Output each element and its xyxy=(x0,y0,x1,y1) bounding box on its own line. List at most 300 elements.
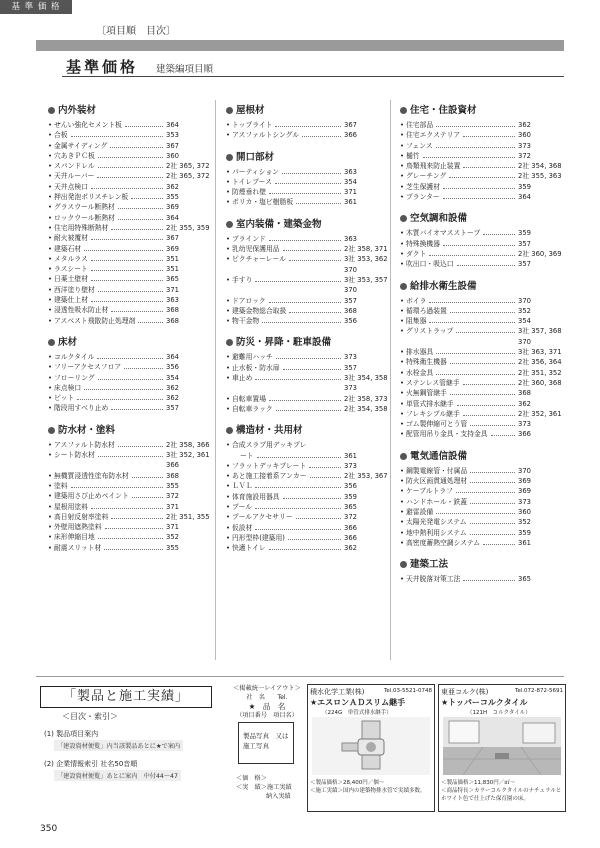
entry-name: 天井脱落対策工法 xyxy=(406,575,461,584)
entry-bullet-icon: • xyxy=(226,492,231,501)
dot-leader xyxy=(443,198,515,199)
entry-page: 364 xyxy=(166,121,179,129)
entry-page: 355 xyxy=(166,193,179,202)
entry-name: 鋼製電線管・付属品 xyxy=(406,466,468,475)
dot-leader xyxy=(91,280,163,281)
entry-name: 西洋塗り壁材 xyxy=(54,285,95,294)
footer-line-2-note: 「建設資材便覧」あとに案内 中付44～47 xyxy=(54,770,181,781)
entry-page: 367 xyxy=(166,234,179,243)
entry-bullet-icon: • xyxy=(400,131,405,140)
entry-bullet-icon: • xyxy=(400,317,405,326)
dot-leader xyxy=(132,477,163,478)
layout-legend xyxy=(228,684,306,720)
entry-bullet-icon: • xyxy=(226,296,231,305)
dot-leader xyxy=(463,580,515,581)
dot-leader xyxy=(91,188,163,189)
dot-leader xyxy=(283,498,341,499)
entry-name: ドアロック xyxy=(232,296,266,305)
entry-name: せんい強化セメント板 xyxy=(54,121,122,129)
entry-page: 2社 355, 359 xyxy=(166,223,210,232)
entry-name: 乳幼児保護用品 xyxy=(232,245,280,254)
index-entry xyxy=(226,502,386,512)
entry-name: コルクタイル xyxy=(54,352,95,361)
dot-leader xyxy=(288,539,341,540)
dot-leader xyxy=(463,136,515,137)
index-entry xyxy=(226,461,386,471)
entry-bullet-icon: • xyxy=(48,533,53,542)
index-entry xyxy=(400,388,560,398)
entry-page: 2社 365, 372 xyxy=(166,162,210,171)
dot-leader xyxy=(470,425,515,426)
index-entry xyxy=(400,368,560,378)
entry-name: 合板 xyxy=(54,131,68,140)
entry-name: プール xyxy=(232,503,253,512)
entry-page: 363 xyxy=(344,234,357,243)
entry-page: 369 xyxy=(166,244,179,253)
entry-name: ブラインド xyxy=(232,234,266,243)
entry-name: ハンドホール・鉄蓋 xyxy=(406,497,468,506)
dot-leader xyxy=(104,549,163,550)
index-entry xyxy=(48,244,208,254)
entry-bullet-icon: • xyxy=(226,363,231,372)
dot-leader xyxy=(450,312,515,313)
entry-bullet-icon: • xyxy=(48,481,53,490)
index-entry xyxy=(48,213,208,223)
index-entry xyxy=(48,254,208,264)
entry-name: 高日射反射率塗料 xyxy=(54,512,109,521)
dot-leader xyxy=(470,482,515,483)
entry-name: 階段用すべり止め xyxy=(54,404,109,413)
entry-page: 354 xyxy=(166,373,179,382)
layout-legend-sub: （項目番号 項目名） xyxy=(236,712,298,719)
dot-leader xyxy=(429,322,515,323)
entry-name: 単管式排水継手 xyxy=(406,399,454,408)
bullet-icon xyxy=(400,283,407,290)
entry-page: 2社 352, 361 xyxy=(518,409,562,418)
section-heading-text: 構造材・共用材 xyxy=(236,425,303,437)
entry-name: 配管用吊り金具・支持金具 xyxy=(406,430,488,439)
entry-bullet-icon: • xyxy=(48,471,53,480)
entry-name: ダクト xyxy=(406,249,427,258)
entry-page: 371 xyxy=(166,502,179,511)
entry-name: 手すり xyxy=(232,275,253,284)
entry-page: 369 xyxy=(166,203,179,212)
dot-leader xyxy=(91,270,163,271)
entry-page: 3社 353, 362 xyxy=(344,255,388,264)
entry-page: 367 xyxy=(166,141,179,150)
index-entry xyxy=(226,543,386,553)
entry-bullet-icon: • xyxy=(400,466,405,475)
dot-leader xyxy=(436,126,515,127)
entry-bullet-icon: • xyxy=(400,497,405,506)
entry-bullet-icon: • xyxy=(48,492,53,501)
index-entry xyxy=(226,373,386,383)
entry-bullet-icon: • xyxy=(48,440,53,449)
entry-page: 356 xyxy=(166,363,179,372)
entry-bullet-icon: • xyxy=(400,327,405,336)
index-entry xyxy=(48,352,208,362)
dot-leader xyxy=(436,147,515,148)
layout-legend-company: 社 名 Tel. xyxy=(246,694,288,701)
dot-leader xyxy=(269,240,341,241)
ad1-record: ＜施工実績＞国内の建築物排水管で実績多数。 xyxy=(310,788,426,794)
index-entry xyxy=(226,523,386,533)
entry-page-continued: 370 xyxy=(344,265,357,274)
dot-leader xyxy=(98,157,163,158)
ad1-text xyxy=(310,779,432,795)
dot-leader xyxy=(289,312,341,313)
index-entry xyxy=(400,409,560,419)
dot-leader xyxy=(423,157,515,158)
dot-leader xyxy=(457,405,515,406)
index-entry xyxy=(226,187,386,197)
entry-bullet-icon: • xyxy=(400,121,405,129)
entry-page: 3社 357, 368 xyxy=(518,327,562,336)
entry-bullet-icon: • xyxy=(48,193,53,202)
index-entry xyxy=(48,403,208,413)
entry-name: 円形型枠(建築用) xyxy=(232,533,285,542)
index-entry xyxy=(48,373,208,383)
dot-leader xyxy=(255,487,341,488)
entry-name: 塗料 xyxy=(54,481,68,490)
entry-bullet-icon: • xyxy=(48,234,53,243)
entry-name: 循環ろ過装置 xyxy=(406,306,447,315)
index-section xyxy=(226,218,386,327)
entry-bullet-icon: • xyxy=(400,348,405,357)
entry-page: 351 xyxy=(166,265,179,274)
entry-name: 吹出口・吸込口 xyxy=(406,260,454,269)
index-entry xyxy=(226,177,386,187)
index-entry xyxy=(48,182,208,192)
entry-name: 鳥類飛来防止装置 xyxy=(406,162,461,171)
index-entry xyxy=(48,440,208,450)
section-heading-text: 開口部材 xyxy=(236,151,275,163)
index-entry xyxy=(226,440,386,450)
index-entry xyxy=(226,306,386,316)
index-entry xyxy=(226,130,386,140)
entry-page: 356 xyxy=(344,317,357,326)
section-heading xyxy=(226,336,386,350)
section-heading-text: 屋根材 xyxy=(236,105,265,116)
entry-name: 屋根用塗料 xyxy=(54,502,88,511)
entry-page: 357 xyxy=(518,260,531,269)
index-entry xyxy=(400,399,560,409)
entry-page: 352 xyxy=(518,306,531,315)
entry-bullet-icon: • xyxy=(48,451,53,460)
entry-bullet-icon: • xyxy=(226,275,231,284)
entry-name: ゴム製伸縮可とう管 xyxy=(406,420,468,429)
entry-bullet-icon: • xyxy=(48,543,53,552)
dot-leader xyxy=(105,528,163,529)
dot-leader xyxy=(91,239,163,240)
page-title: 基準価格 xyxy=(66,58,139,76)
entry-name: 仮設材 xyxy=(232,523,253,532)
entry-name: ケーブルトラフ xyxy=(406,487,453,496)
entry-name: 車止め xyxy=(232,374,253,383)
index-entry xyxy=(400,228,560,238)
entry-page: 371 xyxy=(166,523,179,532)
index-entry xyxy=(400,296,560,306)
entry-bullet-icon: • xyxy=(48,162,53,171)
dot-leader xyxy=(436,513,515,514)
index-section xyxy=(400,280,560,440)
dot-leader xyxy=(255,281,341,282)
dot-leader xyxy=(491,435,515,436)
entry-page: 362 xyxy=(518,121,531,129)
section-heading-text: 空気調和設備 xyxy=(410,213,468,225)
entry-bullet-icon: • xyxy=(226,461,231,470)
entry-name: 天井点検口 xyxy=(54,182,88,191)
entry-name: 止水板・防水扉 xyxy=(232,363,280,372)
dot-leader xyxy=(255,379,341,380)
dot-leader xyxy=(269,549,341,550)
entry-page: 2社 355, 363 xyxy=(518,172,562,181)
dot-leader xyxy=(111,229,163,230)
entry-bullet-icon: • xyxy=(226,121,231,129)
ad1-product: ★エスロンＡＤスリム継手 xyxy=(310,698,406,707)
entry-page: 368 xyxy=(166,306,179,315)
dot-leader xyxy=(275,183,341,184)
entry-name: トイレブース xyxy=(232,177,272,186)
dot-leader xyxy=(276,410,341,411)
entry-name: 太陽光発電システム xyxy=(406,518,467,527)
section-heading-text: 給排水衛生設備 xyxy=(410,280,477,292)
entry-name: 火無鋼管継手 xyxy=(406,389,447,398)
entry-bullet-icon: • xyxy=(48,383,53,392)
entry-bullet-icon: • xyxy=(48,352,53,361)
section-heading xyxy=(226,104,386,118)
entry-name: シート防水材 xyxy=(54,451,95,460)
entry-page: 362 xyxy=(344,544,357,553)
index-entry xyxy=(400,182,560,192)
entry-page: 357 xyxy=(344,363,357,372)
entry-bullet-icon: • xyxy=(48,172,53,181)
entry-page: 360 xyxy=(518,507,531,516)
index-entry xyxy=(48,532,208,542)
entry-name: 特殊衛生機器 xyxy=(406,358,447,367)
entry-name: フレキシブル継手 xyxy=(406,409,460,418)
dot-leader xyxy=(111,518,163,519)
entry-page: 2社 358, 371 xyxy=(344,245,388,254)
index-entry xyxy=(226,167,386,177)
entry-bullet-icon: • xyxy=(400,378,405,387)
index-entry xyxy=(226,533,386,543)
entry-name: 芝生保護材 xyxy=(406,182,440,191)
entry-name: 木質バイオマスストーブ xyxy=(406,229,481,238)
index-entry xyxy=(400,517,560,527)
index-entry xyxy=(400,486,560,496)
entry-bullet-icon: • xyxy=(400,162,405,171)
dot-leader xyxy=(97,358,163,359)
entry-page: 363 xyxy=(344,167,357,176)
entry-name: 住宅用特殊断熱材 xyxy=(54,223,109,232)
bullet-icon xyxy=(226,154,233,161)
entry-bullet-icon: • xyxy=(226,167,231,176)
entry-page: 368 xyxy=(166,316,179,325)
entry-bullet-icon: • xyxy=(226,306,231,315)
entry-bullet-icon: • xyxy=(226,234,231,243)
entry-page: 3社 354, 358 xyxy=(344,374,388,383)
toc-subtitle: 〔項目順 目次〕 xyxy=(96,26,176,37)
section-heading xyxy=(400,104,560,118)
ad2-tel: Tel.072-872-5691 xyxy=(514,688,563,694)
dot-leader xyxy=(456,332,515,333)
entry-page: 360 xyxy=(518,131,531,140)
entry-bullet-icon: • xyxy=(400,389,405,398)
index-entry xyxy=(48,285,208,295)
entry-page: 2社 353, 367 xyxy=(344,472,388,481)
index-entry xyxy=(226,244,386,254)
entry-page: 355 xyxy=(166,481,179,490)
ad1-company: 積水化学工業(株) xyxy=(310,688,365,696)
index-entry xyxy=(400,497,560,507)
entry-name: 避雷設備 xyxy=(406,507,434,516)
entry-bullet-icon: • xyxy=(226,177,231,186)
dot-leader xyxy=(98,379,163,380)
index-entry xyxy=(226,363,386,373)
dot-leader xyxy=(91,260,163,261)
dot-leader xyxy=(71,487,163,488)
title-underline xyxy=(62,76,564,77)
index-entry xyxy=(400,466,560,476)
entry-page: 370 xyxy=(518,466,531,475)
index-entry xyxy=(400,429,560,439)
entry-name: プランター xyxy=(406,193,440,202)
index-section xyxy=(48,424,208,553)
entry-bullet-icon: • xyxy=(48,373,53,382)
bullet-icon xyxy=(400,561,407,568)
dot-leader xyxy=(463,415,515,416)
entry-name: ロックウール断熱材 xyxy=(54,213,115,222)
index-entry xyxy=(400,259,560,269)
entry-page: 364 xyxy=(166,213,179,222)
index-entry xyxy=(226,275,386,285)
dot-leader xyxy=(118,219,163,220)
dot-leader xyxy=(302,136,341,137)
index-entry xyxy=(48,305,208,315)
index-section xyxy=(226,336,386,414)
index-column-1 xyxy=(48,104,208,563)
entry-name: 日薬土壁材 xyxy=(54,275,88,284)
bullet-icon xyxy=(48,339,55,346)
dot-leader xyxy=(470,523,515,524)
header-bar xyxy=(36,40,564,51)
index-entry xyxy=(400,171,560,181)
index-entry xyxy=(48,223,208,233)
entry-page: 3社 363, 371 xyxy=(518,348,562,357)
entry-page-continued: 373 xyxy=(344,384,357,393)
dot-leader xyxy=(97,177,163,178)
ad2-price: ＜製品価格＞11,830円／㎡～ xyxy=(441,780,516,786)
bullet-icon xyxy=(48,427,55,434)
index-column-3 xyxy=(400,104,560,594)
ad2-text xyxy=(441,779,563,803)
dot-leader xyxy=(124,368,163,369)
entry-bullet-icon: • xyxy=(48,254,53,263)
entry-page: 372 xyxy=(518,151,531,160)
section-heading xyxy=(48,104,208,118)
entry-name: 排水器具 xyxy=(406,348,434,357)
entry-bullet-icon: • xyxy=(400,239,405,248)
entry-bullet-icon: • xyxy=(48,502,53,511)
entry-bullet-icon: • xyxy=(48,404,53,413)
bullet-icon xyxy=(226,221,233,228)
entry-name: 無機質浸透性塗布防水材 xyxy=(54,471,129,480)
entry-name: フリーアクセスフロア xyxy=(54,363,122,372)
entry-name: 建築仕上材 xyxy=(54,296,88,305)
dot-leader xyxy=(84,250,163,251)
entry-name: ラスシート xyxy=(54,265,88,274)
index-entry xyxy=(400,249,560,259)
index-entry xyxy=(48,393,208,403)
entry-name: グリストラップ xyxy=(406,327,454,336)
entry-bullet-icon: • xyxy=(226,513,231,522)
ad1-product-photo xyxy=(312,717,430,775)
dot-leader xyxy=(269,400,341,401)
entry-bullet-icon: • xyxy=(400,141,405,150)
dot-leader xyxy=(309,467,341,468)
ad1-tel: Tel.03-5521-0748 xyxy=(383,688,432,694)
index-section xyxy=(226,104,386,141)
index-entry xyxy=(400,239,560,249)
entry-page: 372 xyxy=(166,492,179,501)
index-entry xyxy=(226,492,386,502)
dot-leader xyxy=(282,173,341,174)
entry-page: 364 xyxy=(166,352,179,361)
dot-leader xyxy=(296,203,341,204)
index-entry xyxy=(226,197,386,207)
entry-page: 2社 360, 369 xyxy=(518,249,562,258)
entry-bullet-icon: • xyxy=(226,544,231,553)
entry-page: 373 xyxy=(518,420,531,429)
section-heading xyxy=(400,212,560,226)
dot-leader xyxy=(125,126,163,127)
entry-bullet-icon: • xyxy=(48,316,53,325)
layout-legend-product: ★ 品 名 xyxy=(248,702,286,711)
entry-bullet-icon: • xyxy=(226,441,231,450)
index-entry xyxy=(226,234,386,244)
entry-name: スパンドレル xyxy=(54,162,95,171)
dot-leader xyxy=(289,260,341,261)
index-entry xyxy=(400,507,560,517)
index-entry xyxy=(48,151,208,161)
entry-page: 352 xyxy=(166,533,179,542)
entry-bullet-icon: • xyxy=(400,507,405,516)
index-entry xyxy=(226,394,386,404)
ad2-company: 東亜コルク(株) xyxy=(441,688,489,696)
entry-bullet-icon: • xyxy=(400,528,405,537)
index-entry xyxy=(48,161,208,171)
entry-bullet-icon: • xyxy=(226,404,231,413)
index-entry xyxy=(226,120,386,130)
section-heading xyxy=(400,450,560,464)
dot-leader xyxy=(470,534,515,535)
section-heading xyxy=(226,424,386,438)
index-section xyxy=(48,104,208,326)
index-entry xyxy=(400,378,560,388)
section-heading-text: 防水材・塗料 xyxy=(58,424,116,436)
dot-leader xyxy=(77,399,163,400)
entry-bullet-icon: • xyxy=(48,182,53,191)
index-entry xyxy=(48,543,208,553)
dot-leader xyxy=(436,353,515,354)
section-heading-text: 住宅・住設資材 xyxy=(410,105,477,116)
entry-page: 351 xyxy=(166,254,179,263)
entry-name: ＬＶＬ xyxy=(232,482,253,491)
entry-page-continued: 366 xyxy=(166,461,179,470)
index-entry xyxy=(226,352,386,362)
dot-leader xyxy=(98,167,163,168)
